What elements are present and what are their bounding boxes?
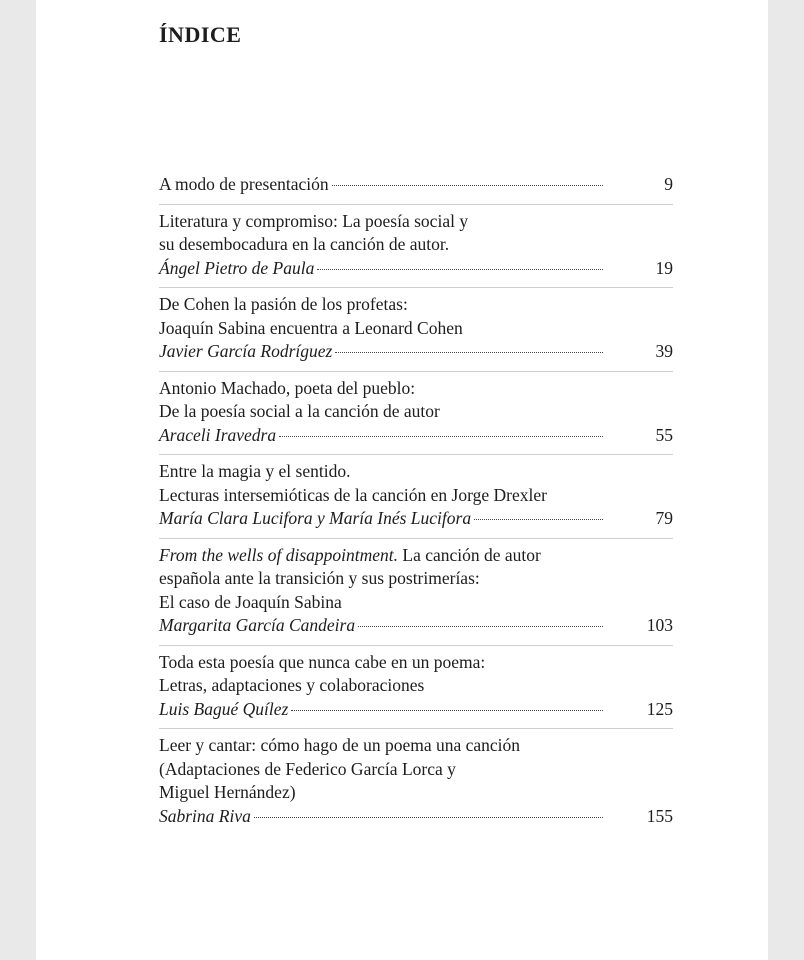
page-number: 9 — [664, 174, 673, 194]
entry-title: A modo de presentación — [159, 174, 329, 194]
entry-title-line — [159, 377, 673, 401]
entry-title-line — [159, 651, 673, 675]
entry-title-text: española ante la transición y sus postrimerías: — [159, 568, 480, 588]
page-number: 19 — [655, 257, 673, 278]
entry-title-line — [159, 781, 673, 805]
entry-title-line — [159, 233, 673, 257]
entry-author: Ángel Pietro de Paula — [159, 257, 315, 278]
entry-title-line — [159, 567, 673, 591]
entry-author-row — [159, 805, 673, 829]
dot-leader — [335, 352, 603, 353]
entry-title-line — [159, 544, 673, 568]
entry-title-text: Leer y cantar: cómo hago de un poema una canción — [159, 735, 521, 755]
toc-entry[interactable] — [159, 729, 673, 835]
entry-author-row — [159, 614, 673, 638]
entry-title-line — [159, 400, 673, 424]
entry-author: Margarita García Candeira — [159, 615, 356, 635]
page-number: 103 — [646, 615, 673, 635]
entry-title-text: Letras, adaptaciones y colaboraciones — [159, 675, 425, 695]
book-page — [36, 0, 768, 960]
entry-title-text: su desembocadura en la canción de autor. — [159, 234, 450, 254]
toc-entry[interactable] — [159, 646, 673, 730]
dot-leader — [317, 269, 603, 270]
entry-title-text: (Adaptaciones de Federico García Lorca y — [159, 758, 456, 779]
entry-title-line — [159, 317, 673, 341]
entry-title-text: La canción de autor — [398, 544, 541, 565]
entry-author: Javier García Rodríguez — [159, 341, 333, 361]
entry-title-line — [159, 210, 673, 234]
entry-title-italic-prefix: From the wells of disappointment. — [159, 544, 398, 565]
entry-title-line — [159, 674, 673, 698]
entry-title-line — [159, 758, 673, 782]
entry-author-row — [159, 698, 673, 722]
toc-entry[interactable] — [159, 288, 673, 372]
dot-leader — [332, 185, 603, 186]
entry-author-row — [159, 257, 673, 281]
entry-title-text: Antonio Machado, poeta del pueblo: — [159, 377, 416, 398]
entry-title-line — [159, 460, 673, 484]
entry-author: María Clara Lucifora y María Inés Lucifora — [159, 508, 472, 528]
entry-title-text: Joaquín Sabina encuentra a Leonard Cohen — [159, 317, 463, 338]
dot-leader — [474, 519, 603, 520]
entry-title-text: Literatura y compromiso: La poesía social y — [159, 210, 469, 231]
entry-author-row — [159, 173, 673, 197]
entry-author-row — [159, 424, 673, 448]
dot-leader — [358, 626, 603, 627]
page-title: ÍNDICE — [159, 22, 242, 47]
table-of-contents — [159, 168, 673, 835]
toc-entry[interactable] — [159, 539, 673, 646]
toc-entry[interactable] — [159, 168, 673, 205]
entry-title-text: Toda esta poesía que nunca cabe en un poema: — [159, 651, 486, 672]
entry-author-row — [159, 507, 673, 531]
entry-author-row — [159, 340, 673, 364]
entry-title-text: El caso de Joaquín Sabina — [159, 591, 342, 612]
entry-title-text: Miguel Hernández) — [159, 782, 296, 802]
entry-author: Sabrina Riva — [159, 805, 251, 826]
page-number: 39 — [655, 341, 673, 361]
entry-author: Araceli Iravedra — [159, 424, 277, 445]
entry-title-line — [159, 734, 673, 758]
toc-entry[interactable] — [159, 455, 673, 539]
dot-leader — [291, 710, 603, 711]
entry-title-text: Entre la magia y el sentido. — [159, 461, 351, 481]
entry-title-line — [159, 591, 673, 615]
entry-title-text: De Cohen la pasión de los profetas: — [159, 294, 408, 314]
page-number: 79 — [655, 508, 673, 528]
page-number: 55 — [655, 424, 673, 445]
dot-leader — [279, 436, 603, 437]
page-number: 125 — [646, 698, 673, 719]
toc-entry[interactable] — [159, 205, 673, 289]
entry-title-line — [159, 293, 673, 317]
toc-entry[interactable] — [159, 372, 673, 456]
dot-leader — [254, 817, 603, 818]
entry-title-text: Lecturas intersemióticas de la canción en Jorge Drexler — [159, 484, 547, 505]
page-number: 155 — [646, 805, 673, 826]
entry-author: Luis Bagué Quílez — [159, 698, 289, 719]
entry-title-line — [159, 484, 673, 508]
entry-title-text: De la poesía social a la canción de autor — [159, 401, 440, 421]
